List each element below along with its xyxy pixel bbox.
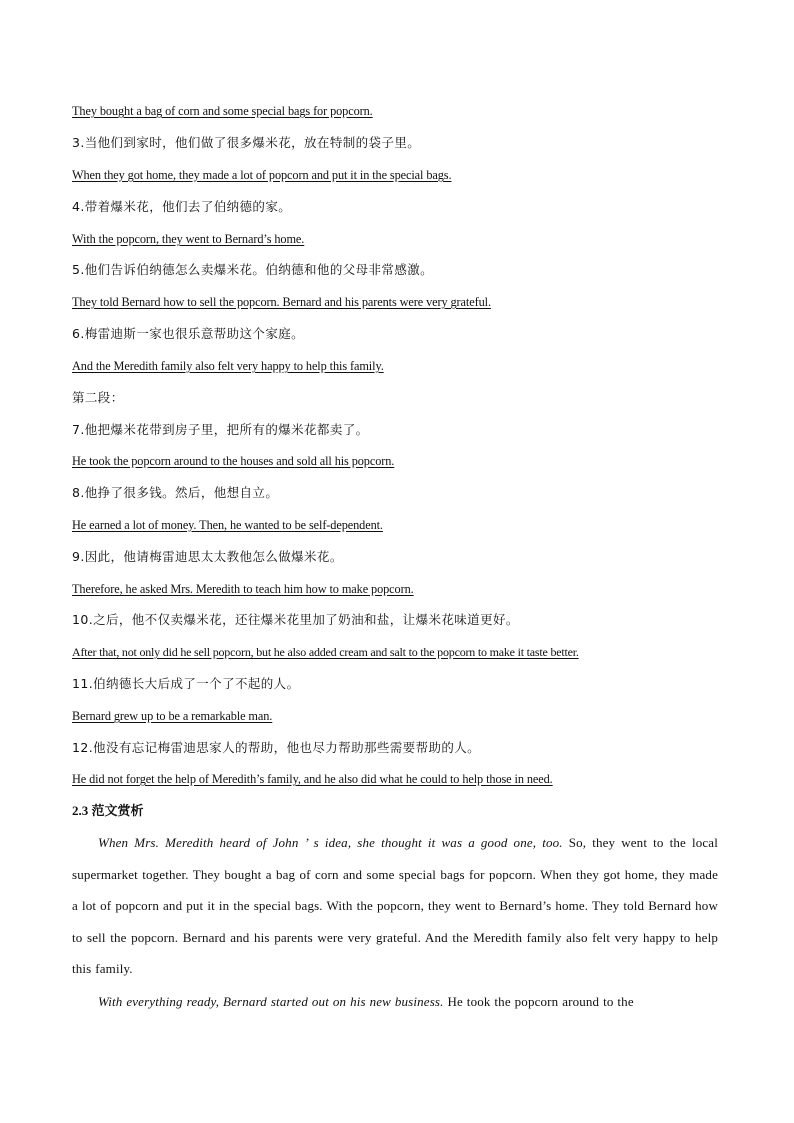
chinese-line: 4.带着爆米花，他们去了伯纳德的家。 xyxy=(72,199,292,214)
english-line: He earned a lot of money. Then, he wanted to be self-dependent. xyxy=(72,518,383,532)
chinese-line: 3.当他们到家时，他们做了很多爆米花，放在特制的袋子里。 xyxy=(72,135,421,150)
english-line: When they got home, they made a lot of popcorn and put it in the special bags. xyxy=(72,168,452,182)
chinese-line: 9.因此，他请梅雷迪思太太教他怎么做爆米花。 xyxy=(72,549,343,564)
model-essay-paragraph xyxy=(72,986,718,1018)
english-line: They bought a bag of corn and some special bags for popcorn. xyxy=(72,104,373,118)
chinese-line: 10.之后，他不仅卖爆米花，还往爆米花里加了奶油和盐，让爆米花味道更好。 xyxy=(72,612,519,627)
paragraph-body: He took the popcorn around to the xyxy=(443,994,634,1009)
english-line: And the Meredith family also felt very happy to help this family. xyxy=(72,359,384,373)
chinese-line: 7.他把爆米花带到房子里，把所有的爆米花都卖了。 xyxy=(72,422,369,437)
chinese-line: 5.他们告诉伯纳德怎么卖爆米花。伯纳德和他的父母非常感激。 xyxy=(72,262,434,277)
english-line: They told Bernard how to sell the popcorn. Bernard and his parents were very grateful. xyxy=(72,295,491,309)
chinese-line: 11.伯纳德长大后成了一个了不起的人。 xyxy=(72,676,300,691)
section-heading: 2.3 范文赏析 xyxy=(72,803,144,818)
chinese-line: 6.梅雷迪斯一家也很乐意帮助这个家庭。 xyxy=(72,326,305,341)
chinese-line: 12.他没有忘记梅雷迪思家人的帮助，他也尽力帮助那些需要帮助的人。 xyxy=(72,740,481,755)
english-line: With the popcorn, they went to Bernard’s home. xyxy=(72,232,305,246)
paragraph-opening-sentence: With everything ready, Bernard started out on his new business. xyxy=(98,994,444,1009)
paragraph-body: So, they went to the local supermarket together. They bought a bag of corn and some special bags for popcorn. When they got home, they made a lot of popcorn and put it in the special bags. With the popcorn, they went to Bernard’s home. They told Bernard how to sell the popcorn. Bernard and his parents were very grateful. And the Meredith family also felt very happy to help this family. xyxy=(72,835,718,977)
model-essay-paragraph xyxy=(72,827,718,985)
chinese-line: 8.他挣了很多钱。然后，他想自立。 xyxy=(72,485,279,500)
english-line: Bernard grew up to be a remarkable man. xyxy=(72,709,273,723)
paragraph-opening-sentence: When Mrs. Meredith heard of John ’ s idea, she thought it was a good one, too. xyxy=(98,835,563,850)
english-line: After that, not only did he sell popcorn, but he also added cream and salt to the popcorn to make it taste better. xyxy=(72,645,579,659)
english-line: He took the popcorn around to the houses and sold all his popcorn. xyxy=(72,454,395,468)
paragraph-label: 第二段： xyxy=(72,390,124,405)
english-line: Therefore, he asked Mrs. Meredith to teach him how to make popcorn. xyxy=(72,582,414,596)
english-line: He did not forget the help of Meredith’s family, and he also did what he could to help those in need. xyxy=(72,772,553,786)
